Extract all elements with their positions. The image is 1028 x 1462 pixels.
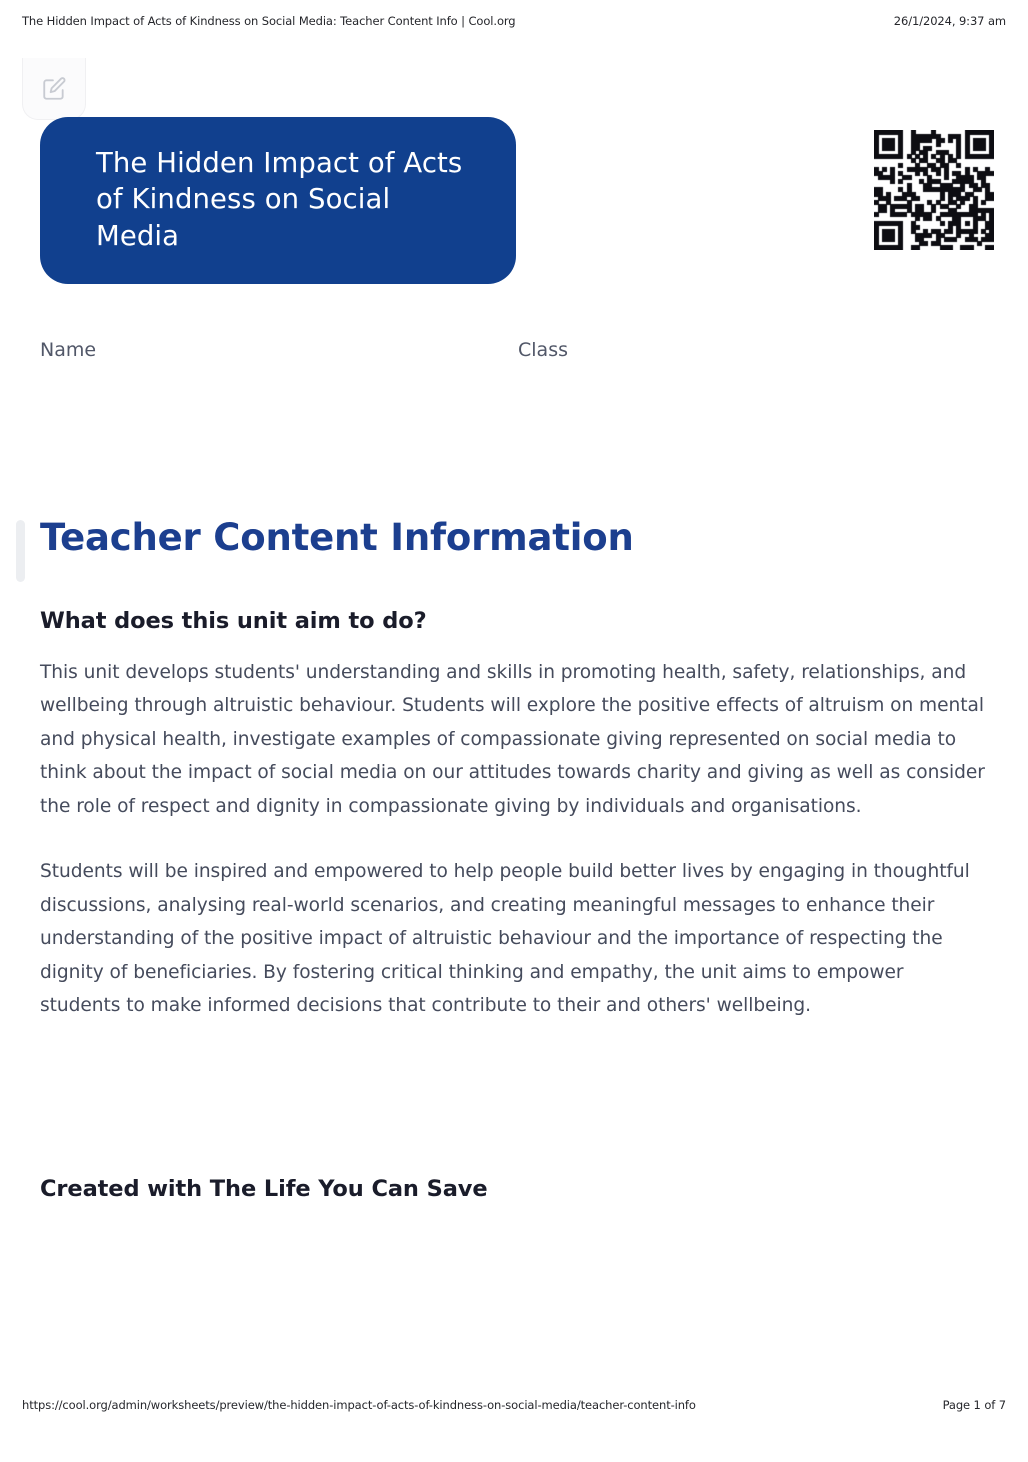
print-header-timestamp: 26/1/2024, 9:37 am: [893, 14, 1006, 28]
page-heading-block: [0, 516, 1028, 586]
worksheet-title: The Hidden Impact of Acts of Kindness on Social Media: [96, 147, 463, 252]
body-paragraph: Students will be inspired and empowered to help people build better lives by engaging in thoughtful discussions, analysing real-world scenarios, and creating meaningful messages to enhance their understanding of the positive impact of altruistic behaviour and the importance of respecting the dignity of beneficiaries. By fostering critical thinking and empathy, the unit aims to empower students to make informed decisions that contribute to their and others' wellbeing.: [40, 861, 970, 1017]
qr-code: [874, 130, 994, 250]
content-section: [40, 608, 985, 1023]
print-footer-url: https://cool.org/admin/worksheets/preview/the-hidden-impact-of-acts-of-kindness-on-social-media/teacher-content-info: [22, 1398, 696, 1412]
print-footer: [22, 1396, 1006, 1414]
body-paragraph: This unit develops students' understanding and skills in promoting health, safety, relationships, and wellbeing through altruistic behaviour. Students will explore the positive effects of altruism on mental and physical health, investigate examples of compassionate giving represented on social media to think about the impact of social media on our attitudes towards charity and giving as well as consider the role of respect and dignity in compassionate giving by individuals and organisations.: [40, 662, 985, 817]
class-label: Class: [518, 339, 568, 361]
worksheet-icon-card: [22, 58, 86, 120]
worksheet-title-card: [40, 117, 516, 284]
qr-code-canvas: [874, 130, 994, 250]
heading-accent-bar: [16, 520, 25, 582]
print-header-title: The Hidden Impact of Acts of Kindness on Social Media: Teacher Content Info | Cool.org: [22, 14, 516, 28]
page-title: Teacher Content Information: [40, 516, 634, 559]
section-subheading: What does this unit aim to do?: [40, 608, 427, 634]
name-label: Name: [40, 339, 97, 361]
edit-square-pencil-icon: [41, 76, 67, 102]
student-fields-row: [40, 339, 940, 371]
print-footer-page-number: Page 1 of 7: [942, 1398, 1006, 1412]
print-header: [22, 12, 1006, 30]
title-block: [0, 58, 560, 273]
created-with-heading: Created with The Life You Can Save: [40, 1176, 488, 1202]
